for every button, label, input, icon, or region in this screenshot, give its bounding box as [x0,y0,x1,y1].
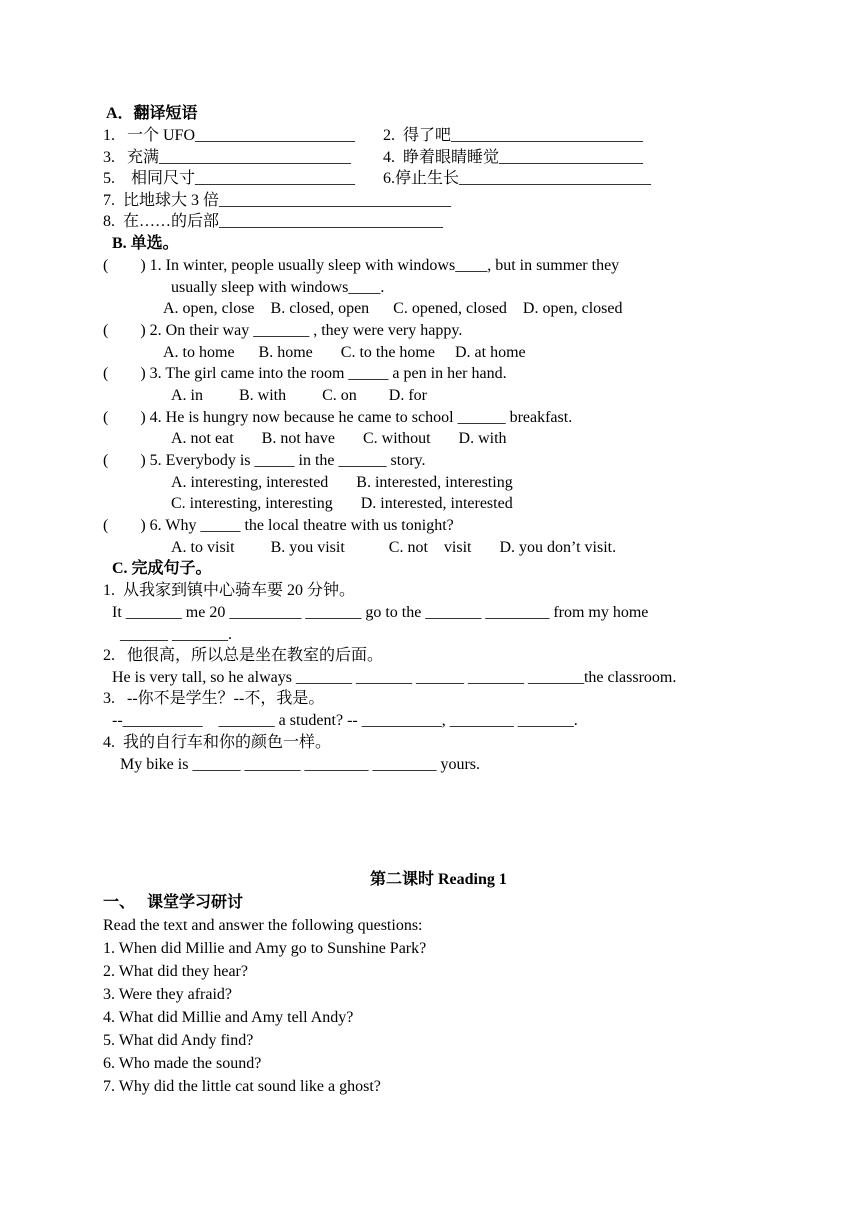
question-6: ( ) 6. Why _____ the local theatre with us tonight? [103,517,454,534]
reading-question-7: 7. Why did the little cat sound like a ghost? [103,1078,381,1095]
lesson-title: 第二课时 Reading 1 [370,871,507,888]
sentence-3-english: --__________ _______ a student? -- __________, ________ _______. [112,712,578,729]
sentence-1-chinese: 1. 从我家到镇中心骑车要 20 分钟。 [103,582,356,599]
reading-question-3: 3. Were they afraid? [103,986,233,1003]
sentence-2-english: He is very tall, so he always _______ _______ ______ _______ _______the classroom. [112,669,677,686]
question-4: ( ) 4. He is hungry now because he came to school ______ breakfast. [103,409,573,426]
section-c-heading: C. 完成句子。 [112,560,212,577]
question-3: ( ) 3. The girl came into the room _____ a pen in her hand. [103,365,507,382]
lesson-intro: Read the text and answer the following questions: [103,917,423,934]
question-1: ( ) 1. In winter, people usually sleep with windows____, but in summer they [103,257,620,274]
translate-row-4: 7. 比地球大 3 倍_____________________________ [103,192,452,209]
question-1-options: A. open, close B. closed, open C. opened, closed D. open, closed [163,300,623,317]
question-2: ( ) 2. On their way _______ , they were very happy. [103,322,463,339]
lesson-heading: 一、 课堂学习研讨 [103,894,244,911]
question-5-options-b: C. interesting, interesting D. interested, interested [171,495,513,512]
sentence-1-english: It _______ me 20 _________ _______ go to the _______ ________ from my home [112,604,649,621]
sentence-3-chinese: 3. --你不是学生？--不，我是。 [103,690,325,707]
section-a-heading: A．翻译短语 [106,105,198,122]
question-3-options: A. in B. with C. on D. for [171,387,427,404]
translate-row-2: 3. 充满________________________ 4. 睁着眼睛睡觉__________________ [103,149,644,166]
translate-row-5: 8. 在……的后部____________________________ [103,213,444,230]
reading-question-6: 6. Who made the sound? [103,1055,262,1072]
sentence-4-english: My bike is ______ _______ ________ ________ yours. [120,756,480,773]
reading-question-1: 1. When did Millie and Amy go to Sunshine Park? [103,940,427,957]
sentence-1-english-continued: ______ _______. [120,626,232,643]
question-6-options: A. to visit B. you visit C. not visit D. you don’t visit. [171,539,617,556]
reading-question-2: 2. What did they hear? [103,963,248,980]
translate-row-3: 5. 相同尺寸____________________ 6.停止生长________________________ [103,170,652,187]
sentence-2-chinese: 2. 他很高，所以总是坐在教室的后面。 [103,647,384,664]
sentence-4-chinese: 4. 我的自行车和你的颜色一样。 [103,734,332,751]
question-5: ( ) 5. Everybody is _____ in the ______ story. [103,452,426,469]
translate-row-1: 1. 一个 UFO____________________ 2. 得了吧________________________ [103,127,644,144]
question-1-continued: usually sleep with windows____. [171,279,385,296]
section-b-heading: B. 单选。 [112,235,179,252]
reading-question-4: 4. What did Millie and Amy tell Andy? [103,1009,354,1026]
question-4-options: A. not eat B. not have C. without D. with [171,430,507,447]
reading-question-5: 5. What did Andy find? [103,1032,254,1049]
question-2-options: A. to home B. home C. to the home D. at home [163,344,526,361]
question-5-options-a: A. interesting, interested B. interested, interesting [171,474,513,491]
